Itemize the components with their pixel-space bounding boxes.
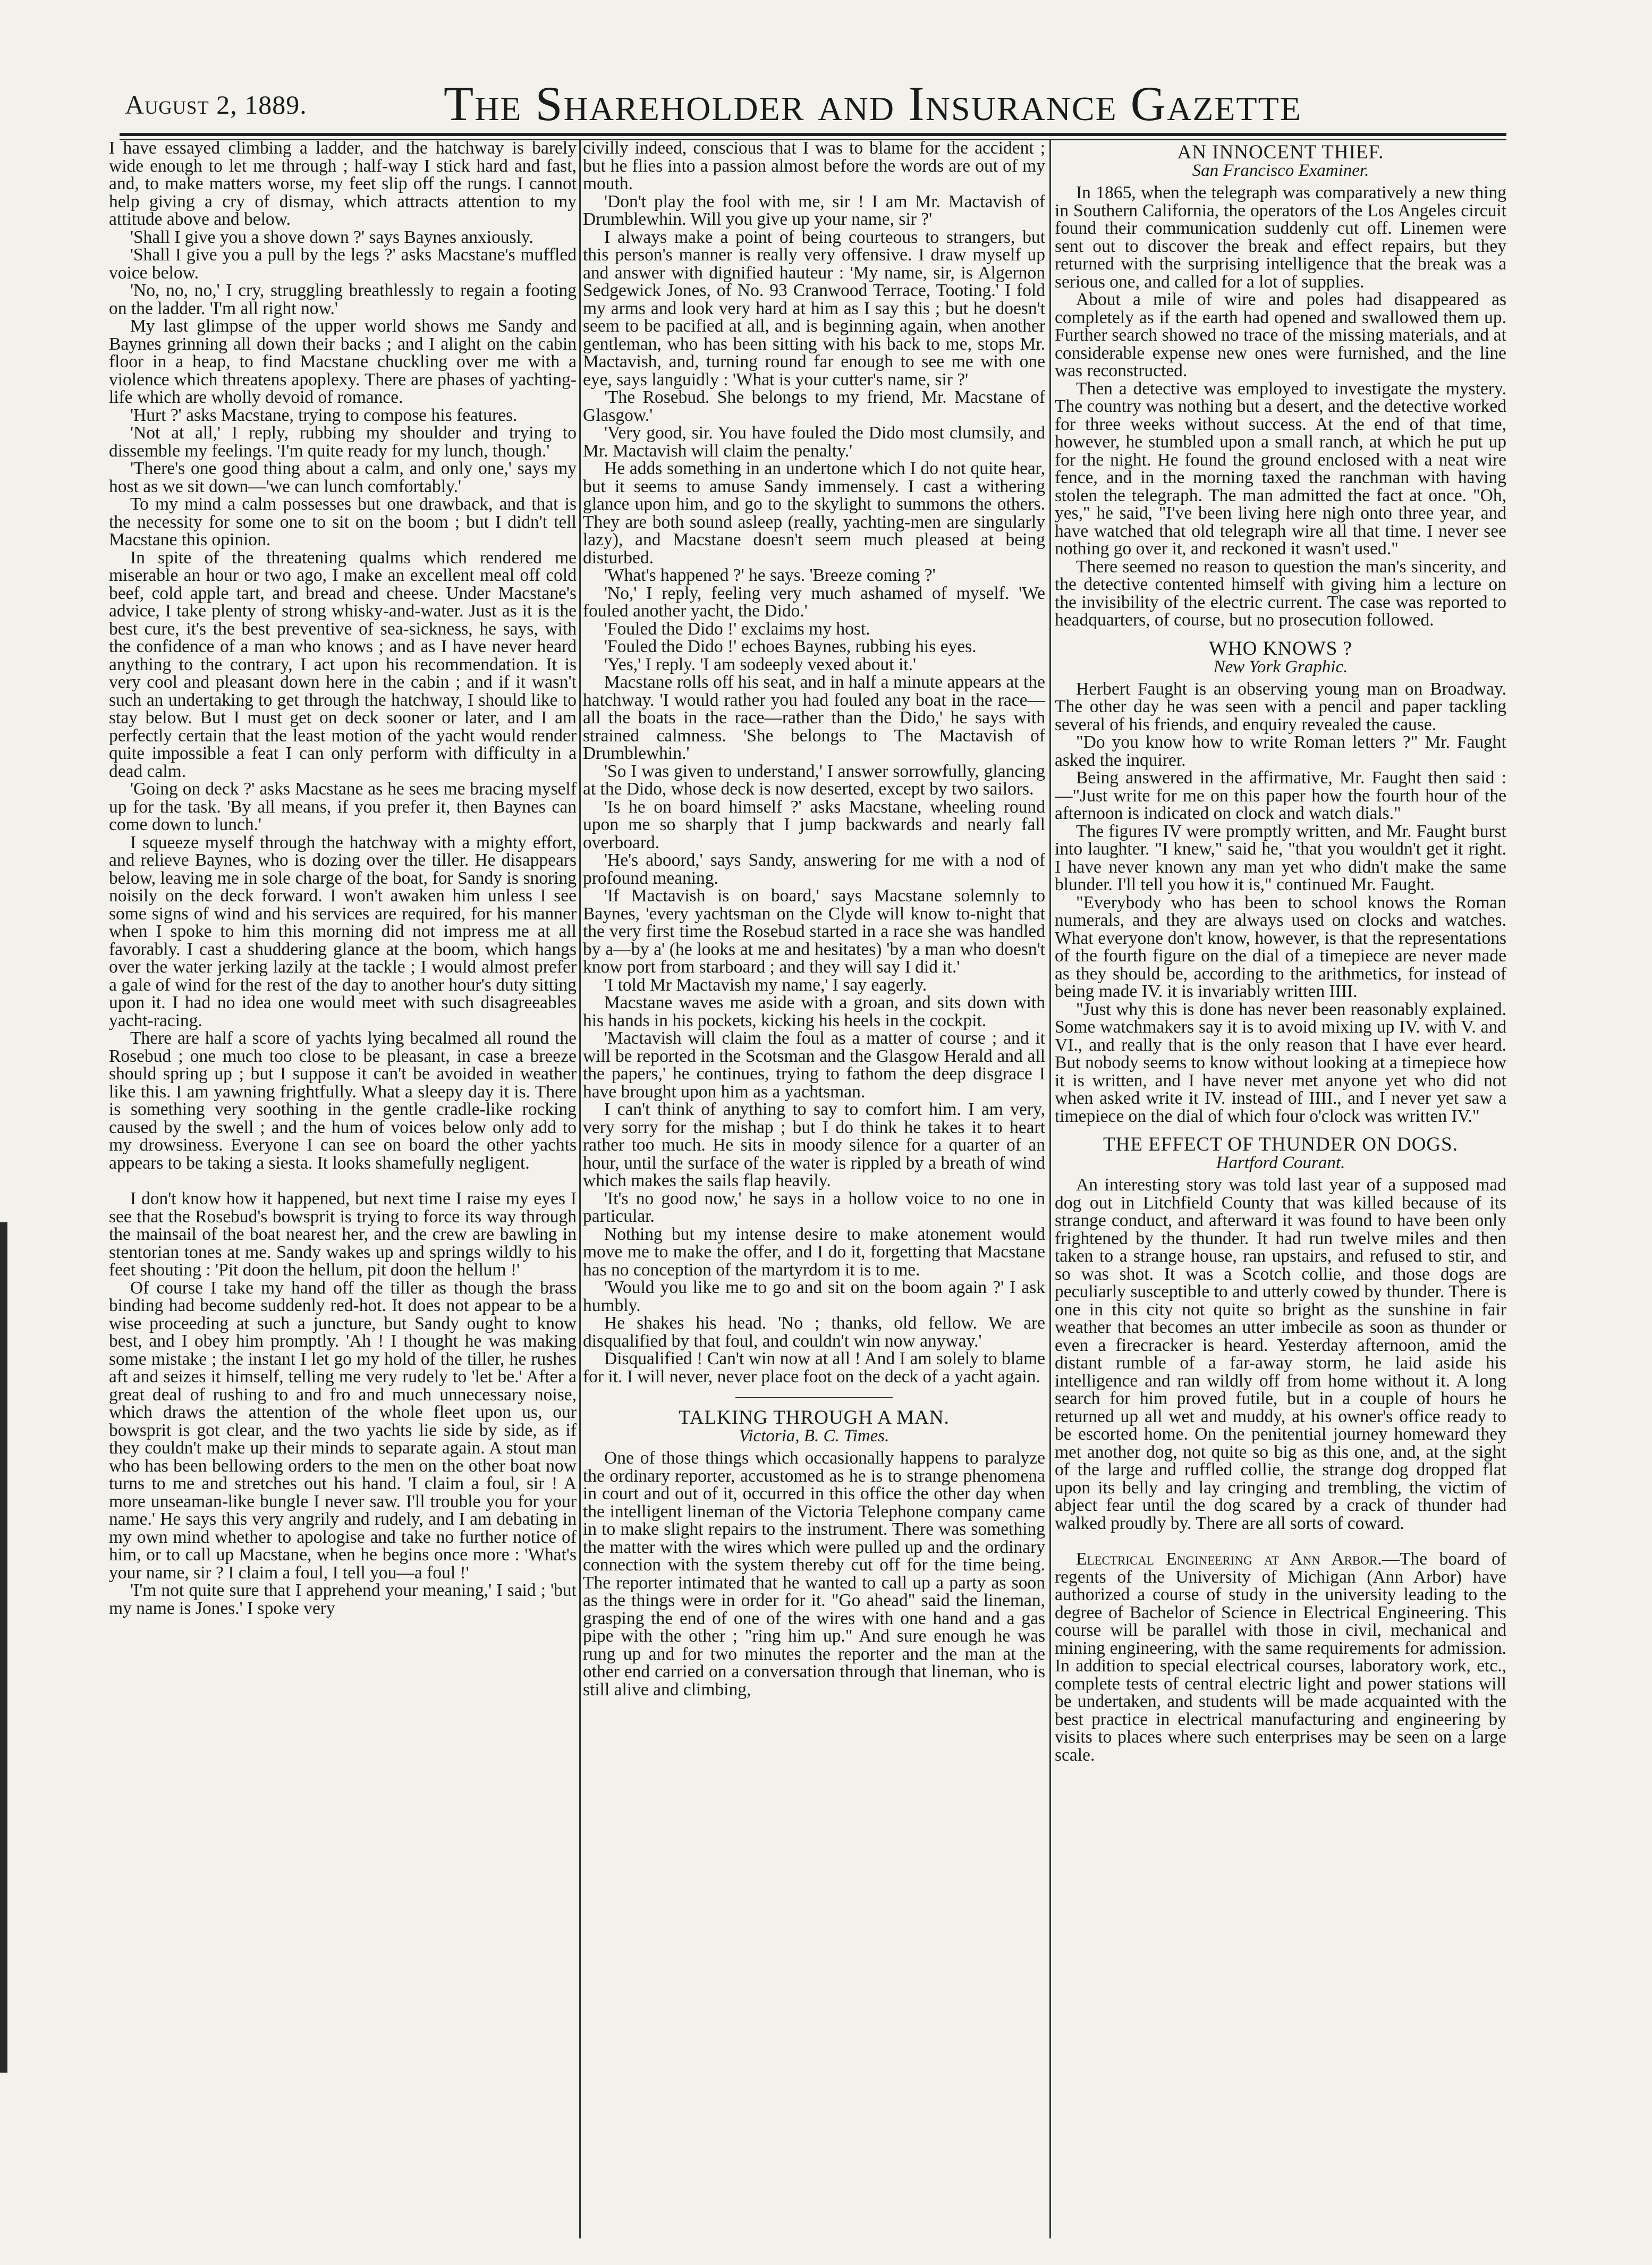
scan-edge	[0, 1222, 7, 2073]
paragraph: An interesting story was told last year of a supposed mad dog out in Litchfield County that was killed because of its strange conduct, and afterward it was found to have been only frightened by the thunder. It had run twelve miles and then taken to a strange house, ran upstairs, and refused to stir, and so was shot. It was a Scotch collie, and those dogs are peculiarly susceptible to and utterly cowed by thunder. There is one in this city not quite so bright as the sunshine in fair weather that becomes an utter imbecile as soon as thunder or even a firecracker is heard. Yesterday afternoon, amid the distant rumble of a far-away storm, he laid aside his intelligence and ran wildly off from home without it. A long search for him proved futile, but in a couple of hours he returned up all wet and muddy, at his owner's office ready to be escorted home. On the penitential journey homeward they met another dog, not quite so big as this one, and, at the sight of the large and ruffled collie, the strange dog dropped flat upon its belly and lay cringing and trembling, the victim of abject fear until the dog scared by a crack of thunder had walked proudly by. There are all sorts of coward.	[1055, 1175, 1506, 1533]
paragraph: 'Would you like me to go and sit on the boom again ?' I ask humbly.	[583, 1278, 1045, 1315]
paragraph: To my mind a calm possesses but one drawback, and that is the necessity for some one to sit on the boom ; but I didn't tell Macstane this opinion.	[109, 494, 577, 550]
paragraph: The figures IV were promptly written, and Mr. Faught burst into laughter. "I knew," said he, "that you wouldn't get it right. I have never known any man yet who didn't make the same blunder. I'll tell you how it is," continued Mr. Faught.	[1055, 821, 1506, 894]
paragraph: 'No,' I reply, feeling very much ashamed of myself. 'We fouled another yacht, the Dido.'	[583, 583, 1045, 621]
paragraph: He adds something in an undertone which I do not quite hear, but it seems to amuse Sandy immensely. I cast a withering glance upon him, and go to the skylight to summons the others. They are both sound asleep (really, yachting-men are singularly lazy), and Macstane doesn't seem much pleased at being disturbed.	[583, 459, 1045, 568]
masthead	[120, 64, 1506, 143]
column-1	[109, 139, 577, 2244]
paragraph: In 1865, when the telegraph was comparatively a new thing in Southern California, the operators of the Los Angeles circuit found their communication suddenly cut off. Linemen were sent out to discover the break and effect repairs, but they returned with the surprising intelligence that the break was a serious one, and called for a lot of supplies.	[1055, 183, 1506, 292]
paragraph: 'If Mactavish is on board,' says Macstane solemnly to Baynes, 'every yachtsman on the Clyde will know to-night that the very first time the Rosebud started in a race she was handled by a—by a' (he looks at me and hesitates) 'by a man who doesn't know port from starboard ; and they will say I did it.'	[583, 886, 1045, 977]
paragraph: 'I'm not quite sure that I apprehend your meaning,' I said ; 'but my name is Jones.' I spoke very	[109, 1581, 577, 1618]
paragraph: 'He's aboord,' says Sandy, answering for me with a nod of profound meaning.	[583, 850, 1045, 888]
column-2	[583, 139, 1045, 2244]
newspaper-title: The Shareholder and Insurance Gazette	[444, 77, 1302, 131]
paragraph: "Do you know how to write Roman letters ?" Mr. Faught asked the inquirer.	[1055, 732, 1506, 770]
paragraph: Macstane waves me aside with a groan, and sits down with his hands in his pockets, kicking his heels in the cockpit.	[583, 993, 1045, 1030]
paragraph: I have essayed climbing a ladder, and the hatchway is barely wide enough to let me through ; half-way I stick hard and fast, and, to make matters worse, my feet slip off the rungs. I cannot help giving a cry of dismay, which attracts attention to my attitude above and below.	[109, 139, 577, 229]
paragraph: One of those things which occasionally happens to paralyze the ordinary reporter, accustomed as he is to strange phenomena in court and out of it, occurred in this office the other day when the intelligent lineman of the Victoria Telephone company came in to make slight repairs to the instrument. There was something the matter with the wires which were pulled up and the ordinary connection with the system thereby cut off for the time being. The reporter intimated that he wanted to call up a party as soon as the things were in order for it. "Go ahead" said the lineman, grasping the end of one of the wires with one hand and a gas pipe with the other ; "ring him up." And sure enough he was rung up and for two minutes the reporter and the man at the other end carried on a conversation through that lineman, who is still alive and climbing,	[583, 1448, 1045, 1700]
paragraph: Of course I take my hand off the tiller as though the brass binding had become suddenly red-hot. It does not appear to be a wise proceeding at such a juncture, but Sandy ought to know best, and I obey him promptly. 'Ah ! I thought he was making some mistake ; the instant I let go my hold of the tiller, he rushes aft and seizes it himself, telling me very rudely to 'let be.' After a great deal of rushing to and fro and much unnecessary noise, which draws the attention of the whole fleet upon us, our bowsprit is got clear, and the two yachts lie side by side, as if they couldn't make up their minds to separate again. A stout man who has been bellowing orders to the men on the other boat now turns to me and stretches out his hand. 'I claim a foul, sir ! A more unseaman-like bungle I never saw. I'll trouble you for your name.' He says this very angrily and rudely, and I am debating in my own mind whether to apologise and take no further notice of him, or to call up Macstane, when he begins once more : 'What's your name, sir ? I claim a foul, I tell you—a foul !'	[109, 1278, 577, 1583]
paragraph: "Just why this is done has never been reasonably explained. Some watchmakers say it is to avoid mixing up IV. with V. and VI., and really that is the only reason that I have ever heard. But nobody seems to know without looking at a timepiece how it is written, and I have never met anyone yet who did not when asked write it IV. instead of IIII., and I never yet saw a timepiece on the dial of which four o'clock was written IV."	[1055, 999, 1506, 1126]
paragraph: I can't think of anything to say to comfort him. I am very, very sorry for the mishap ; but I do think he takes it to heart rather too much. He sits in moody silence for a quarter of an hour, until the surface of the water is rippled by a breath of wind which makes the sails flap heavily.	[583, 1100, 1045, 1190]
paragraph: "Everybody who has been to school knows the Roman numerals, and they are always used on clocks and watches. What everyone don't know, however, is that the representations of the fourth figure on the dial of a timepiece are never made as they should be, according to the arithmetics, for instead of being made IV. it is invariably written IIII.	[1055, 892, 1506, 1001]
paragraph: 'What's happened ?' he says. 'Breeze coming ?'	[604, 565, 936, 585]
paragraph: 'Very good, sir. You have fouled the Dido most clumsily, and Mr. Mactavish will claim the penalty.'	[583, 423, 1045, 461]
paragraph: There are half a score of yachts lying becalmed all round the Rosebud ; one much too close to be pleasant, in case a breeze should spring up ; but I suppose it can't be avoided in weather like this. I am yawning frightfully. What a sleepy day it is. There is something very soothing in the gentle cradle-like rocking caused by the swell ; and the hum of voices below only add to my drowsiness. Everyone I can see on board the other yachts appears to be taking a siesta. It looks shamefully negligent.	[109, 1028, 577, 1173]
paragraph: I don't know how it happened, but next time I raise my eyes I see that the Rosebud's bowsprit is trying to force its way through the mainsail of the boat nearest her, and the crew are bawling in stentorian tones at me. Sandy wakes up and springs wildly to his feet shouting : 'Pit doon the hellum, pit doon the hellum !'	[109, 1189, 577, 1280]
paragraph: 'There's one good thing about a calm, and only one,' says my host as we sit down—'we can lunch comfortably.'	[109, 459, 577, 496]
column-separator	[1049, 139, 1051, 2238]
news-item-lead: Electrical Engineering at Ann Arbor.	[1076, 1549, 1382, 1569]
news-item	[1055, 1550, 1506, 1764]
paragraph: 'Yes,' I reply. 'I am sodeeply vexed about it.'	[604, 654, 917, 674]
paragraph: 'I told Mr Mactavish my name,' I say eagerly.	[604, 975, 927, 995]
paragraph: 'Fouled the Dido !' echoes Baynes, rubbing his eyes.	[604, 637, 977, 656]
paragraph: He shakes his head. 'No ; thanks, old fellow. We are disqualified by that foul, and couldn't win now anyway.'	[583, 1313, 1045, 1351]
paragraph: Being answered in the affirmative, Mr. Faught then said :—"Just write for me on this paper how the fourth hour of the afternoon is indicated on clock and watch dials."	[1055, 768, 1506, 823]
article-source: New York Graphic.	[1213, 657, 1348, 677]
article-heading: TALKING THROUGH A MAN.	[679, 1407, 950, 1429]
paragraph: Then a detective was employed to investigate the mystery. The country was nothing but a desert, and the detective worked for three weeks without success. At the end of that time, however, he stumbled upon a small ranch, at which he put up for the night. He found the ground enclosed with a neat wire fence, and in the morning taxed the ranchman with having stolen the telegraph. The man admitted the fact at once. "Oh, yes," he said, "I've been living here nigh onto three year, and have watched that old telegraph wire all that time. I never see nothing go over it, and reckoned it wasn't used."	[1055, 378, 1506, 559]
paragraph: 'The Rosebud. She belongs to my friend, Mr. Macstane of Glasgow.'	[583, 387, 1045, 425]
paragraph: 'No, no, no,' I cry, struggling breathlessly to regain a footing on the ladder. 'I'm all right now.'	[109, 281, 577, 318]
paragraph: I always make a point of being courteous to strangers, but this person's manner is really very offensive. I draw myself up and answer with dignified hauteur : 'My name, sir, is Algernon Sedgewick Jones, of No. 93 Cranwood Terrace, Tooting.' I fold my arms and look very hard at him as I say this ; but he doesn't seem to be pacified at all, and is beginning again, when another gentleman, who has been sitting with his back to me, stops Mr. Mactavish, and, turning round far enough to see me with one eye, says languidly : 'What is your cutter's name, sir ?'	[583, 227, 1045, 390]
article-heading: AN INNOCENT THIEF.	[1177, 141, 1384, 163]
paragraph: Macstane rolls off his seat, and in half a minute appears at the hatchway. 'I would rather you had fouled any boat in the race—all the boats in the race—rather than the Dido,' he says with strained calmness. 'She belongs to The Mactavish of Drumblewhin.'	[583, 672, 1045, 763]
paragraph: 'Hurt ?' asks Macstane, trying to compose his features.	[130, 405, 518, 425]
paragraph: My last glimpse of the upper world shows me Sandy and Baynes grinning all down their backs ; and I alight on the cabin floor in a heap, to find Macstane chuckling over me with a violence which threatens apoplexy. There are phases of yachting-life which are wholly devoid of romance.	[109, 316, 577, 407]
paragraph: 'Shall I give you a shove down ?' says Baynes anxiously.	[130, 227, 533, 247]
article-source: Victoria, B. C. Times.	[739, 1426, 889, 1446]
paragraph: About a mile of wire and poles had disappeared as completely as if the earth had opened and swallowed them up. Further search showed no trace of the missing materials, and at considerable expense new ones were furnished, and the line was reconstructed.	[1055, 290, 1506, 381]
paragraph: 'Not at all,' I reply, rubbing my shoulder and trying to dissemble my feelings. 'I'm quite ready for my lunch, though.'	[109, 423, 577, 461]
article-source: Hartford Courant.	[1216, 1153, 1345, 1172]
paragraph: 'Is he on board himself ?' asks Macstane, wheeling round upon me so sharply that I jump backwards and nearly fall overboard.	[583, 797, 1045, 852]
paragraph: 'So I was given to understand,' I answer sorrowfully, glancing at the Dido, whose deck is now deserted, except by two sailors.	[583, 761, 1045, 799]
paragraph: 'Mactavish will claim the foul as a matter of course ; and it will be reported in the Scotsman and the Glasgow Herald and all the papers,' he continues, trying to fathom the deep disgrace I have brought upon him as a yachtsman.	[583, 1028, 1045, 1102]
paragraph: 'Fouled the Dido !' exclaims my host.	[604, 619, 870, 639]
paragraph: I squeeze myself through the hatchway with a mighty effort, and relieve Baynes, who is dozing over the tiller. He disappears below, leaving me in sole charge of the boat, for Sandy is snoring noisily on the deck forward. I won't awaken him unless I see some signs of wind and his services are required, for his manner when I spoke to him this morning did not impress me at all favorably. I cast a shuddering glance at the boom, which hangs over the water jerking lazily at the tackle ; I would almost prefer a gale of wind for the rest of the day to another hour's duty sitting upon it. I had no idea one would meet with such disagreeables yacht-racing.	[109, 832, 577, 1030]
article-source: San Francisco Examiner.	[1192, 161, 1369, 180]
article-heading: THE EFFECT OF THUNDER ON DOGS.	[1103, 1134, 1458, 1155]
paragraph: In spite of the threatening qualms which rendered me miserable an hour or two ago, I make an excellent meal off cold beef, cold apple tart, and bread and cheese. Under Macstane's advice, I take plenty of strong whisky-and-water. Just as it is the best cure, it's the best preventive of sea-sickness, he says, with the confidence of a man who knows ; and as I have never heard anything to the contrary, I act upon his recommendation. It is very cool and pleasant down here in the cabin ; and if it wasn't such an undertaking to get through the hatchway, I should like to stay below. But I must get on deck sooner or later, and I am perfectly certain that the least motion of the yacht would render quite impossible a feat I can only perform with difficulty in a dead calm.	[109, 547, 577, 781]
paragraph: There seemed no reason to question the man's sincerity, and the detective contented himself with giving him a lecture on the invisibility of the electric current. The case was reported to headquarters, of course, but no prosecution followed.	[1055, 556, 1506, 630]
column-3	[1055, 139, 1506, 2244]
paragraph: 'Going on deck ?' asks Macstane as he sees me bracing myself up for the task. 'By all means, if you prefer it, then Baynes can come down to lunch.'	[109, 779, 577, 834]
paragraph: 'Shall I give you a pull by the legs ?' asks Macstane's muffled voice below.	[109, 245, 577, 283]
paragraph: civilly indeed, conscious that I was to blame for the accident ; but he flies into a passion almost before the words are out of my mouth.	[583, 139, 1045, 193]
masthead-rule	[120, 133, 1506, 136]
paragraph: Disqualified ! Can't win now at all ! And I am solely to blame for it. I will never, never place foot on the deck of a yacht again.	[583, 1349, 1045, 1387]
paragraph: Herbert Faught is an observing young man on Broadway. The other day he was seen with a pencil and paper tackling several of his friends, and enquiry revealed the cause.	[1055, 679, 1506, 734]
paragraph: Nothing but my intense desire to make atonement would move me to make the offer, and I do it, forgetting that Macstane has no conception of the martyrdom it is to me.	[583, 1224, 1045, 1280]
paragraph: 'Don't play the fool with me, sir ! I am Mr. Mactavish of Drumblewhin. Will you give up your name, sir ?'	[583, 191, 1045, 229]
issue-date: August 2, 1889.	[125, 90, 307, 120]
article-divider	[735, 1397, 893, 1398]
paragraph: 'It's no good now,' he says in a hollow voice to no one in particular.	[583, 1188, 1045, 1226]
article-heading: WHO KNOWS ?	[1209, 637, 1352, 660]
column-separator	[579, 139, 581, 2238]
news-item-text: —The board of regents of the University of Michigan (Ann Arbor) have authorized a course of study in the university leading to the degree of Bachelor of Science in Electrical Engineering. This course will be parallel with those in civil, mechanical and mining engineering, with the same requirements for admission. In addition to special electrical courses, laboratory work, etc., complete tests of central electric light and power stations will be undertaken, and students will be made acquainted with the best practice in electrical manufacturing and engineering by visits to places where such enterprises may be seen on a large scale.	[1055, 1549, 1506, 1765]
